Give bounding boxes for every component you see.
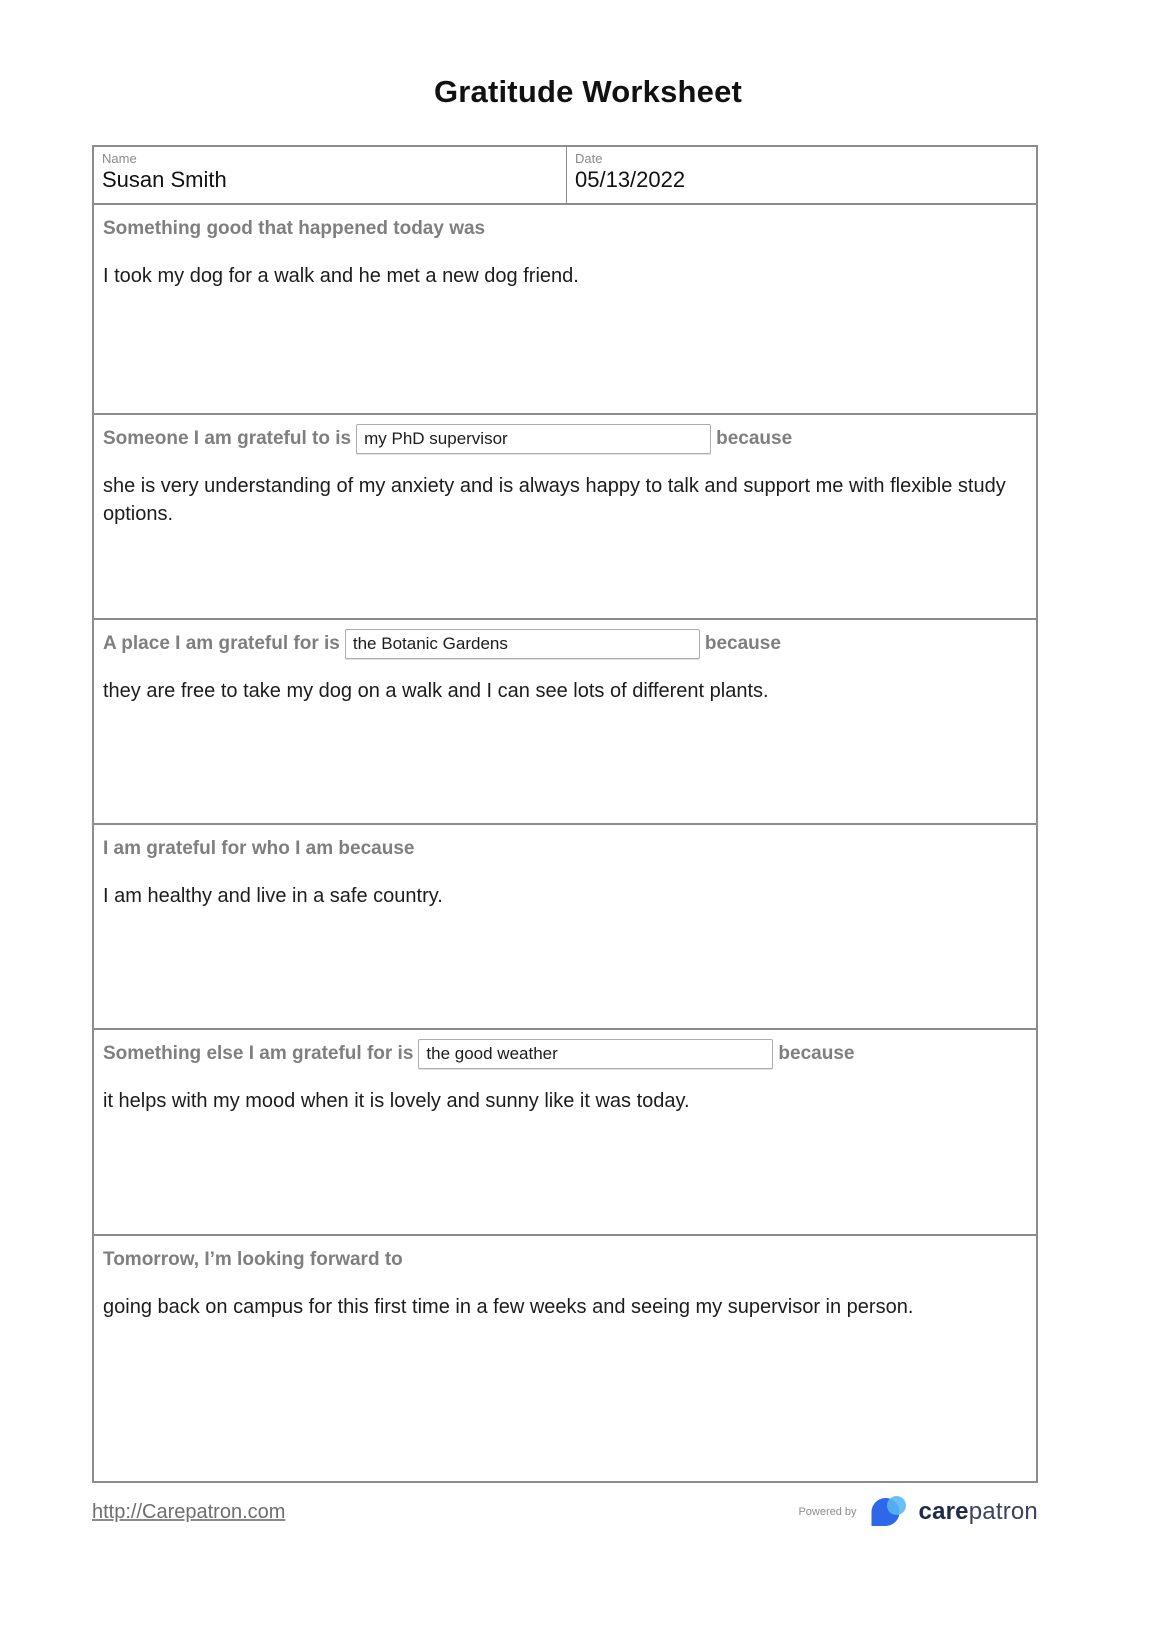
carepatron-logo-mark-icon [869, 1494, 909, 1530]
section-answer[interactable]: it helps with my mood when it is lovely and sunny like it was today. [103, 1090, 690, 1112]
section-answer[interactable]: they are free to take my dog on a walk and I can see lots of different plants. [103, 680, 769, 702]
carepatron-link[interactable]: http://Carepatron.com [92, 1500, 286, 1523]
section-grateful-person [94, 413, 1036, 618]
brand-patron: patron [968, 1498, 1038, 1525]
because-label: because [704, 633, 781, 654]
date-label: Date [575, 151, 603, 166]
grateful-place-input[interactable] [345, 629, 700, 659]
powered-by-logo [798, 1494, 1038, 1530]
section-prompt: Something good that happened today was [103, 218, 486, 239]
section-prompt: Something else I am grateful for is [103, 1043, 414, 1064]
section-answer[interactable]: I took my dog for a walk and he met a new dog friend. [103, 265, 579, 287]
section-answer[interactable]: I am healthy and live in a safe country. [103, 885, 443, 907]
date-field[interactable] [567, 147, 1036, 203]
section-prompt: I am grateful for who I am because [103, 838, 415, 859]
section-answer[interactable]: going back on campus for this first time in a few weeks and seeing my supervisor in person. [103, 1296, 914, 1318]
section-grateful-else [94, 1028, 1036, 1234]
worksheet-table [92, 145, 1038, 1483]
name-value: Susan Smith [102, 167, 227, 193]
date-value: 05/13/2022 [575, 167, 686, 193]
section-grateful-self [94, 823, 1036, 1028]
section-prompt: Tomorrow, I’m looking forward to [103, 1249, 403, 1270]
page-footer [92, 1494, 1038, 1530]
grateful-else-input[interactable] [418, 1039, 773, 1069]
because-label: because [716, 428, 793, 449]
name-label: Name [102, 151, 137, 166]
section-prompt: Someone I am grateful to is [103, 428, 352, 449]
carepatron-wordmark [919, 1498, 1038, 1526]
section-prompt: A place I am grateful for is [103, 633, 340, 654]
name-field[interactable] [94, 147, 567, 203]
section-looking-forward [94, 1234, 1036, 1481]
name-date-row [94, 147, 1036, 203]
page-title: Gratitude Worksheet [433, 74, 743, 109]
powered-by-label: Powered by [798, 1506, 857, 1518]
grateful-person-input[interactable] [356, 424, 711, 454]
section-grateful-place [94, 618, 1036, 823]
because-label: because [778, 1043, 855, 1064]
brand-care: care [918, 1498, 969, 1525]
section-something-good [94, 203, 1036, 413]
section-answer[interactable]: she is very understanding of my anxiety and is always happy to talk and support me with flexible study options. [103, 475, 1006, 525]
